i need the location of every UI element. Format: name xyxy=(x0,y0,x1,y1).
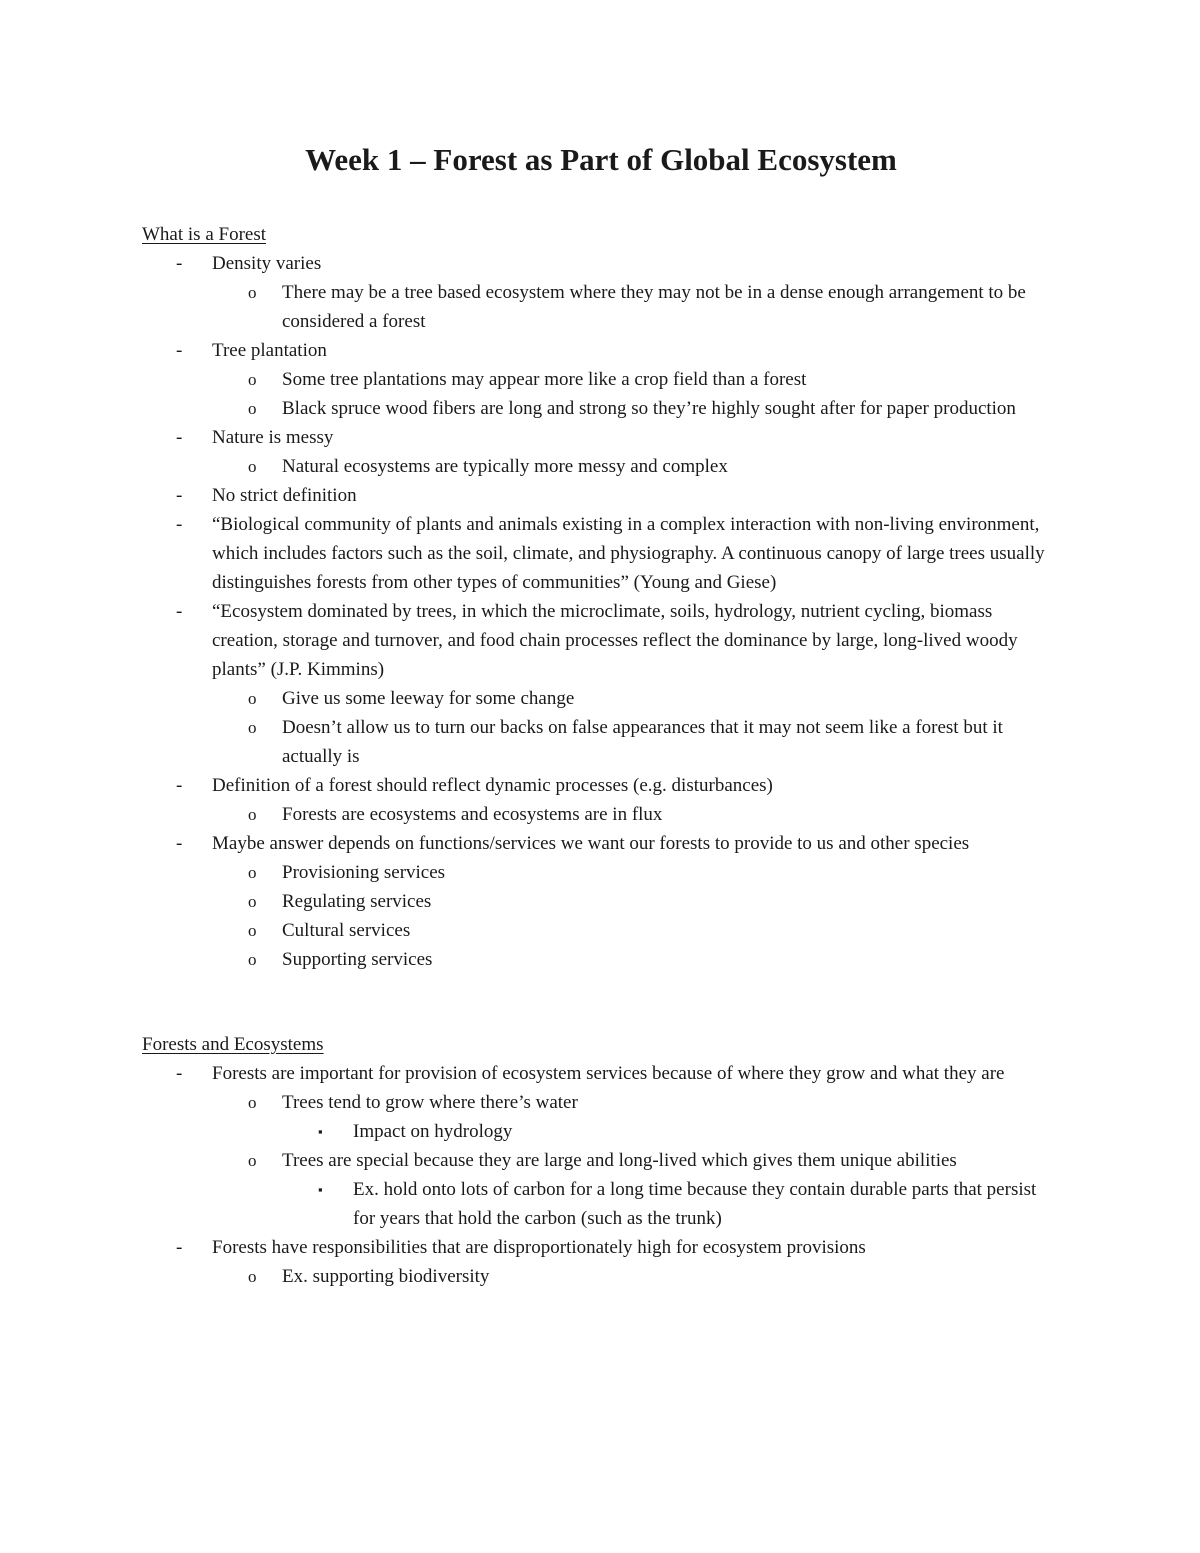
dash-bullet-icon: - xyxy=(176,485,183,506)
list-item-text: Doesn’t allow us to turn our backs on false appearances that it may not seem like a forest but it actually is xyxy=(282,717,1003,767)
list-item-text: Give us some leeway for some change xyxy=(282,688,575,709)
dash-bullet-icon: - xyxy=(176,1063,183,1084)
outline-list-level-2 xyxy=(212,1088,1060,1233)
list-item xyxy=(142,713,1060,771)
circle-bullet-icon: o xyxy=(248,283,257,302)
outline-list-level-2 xyxy=(212,1262,1060,1291)
section-heading: What is a Forest xyxy=(142,224,267,245)
list-item-text: Supporting services xyxy=(282,949,433,970)
page-title: Week 1 – Forest as Part of Global Ecosystem xyxy=(305,142,897,177)
section xyxy=(142,220,1060,974)
list-item-text: Natural ecosystems are typically more messy and complex xyxy=(282,456,728,477)
list-item-text: Tree plantation xyxy=(212,340,327,361)
circle-bullet-icon: o xyxy=(248,399,257,418)
list-item xyxy=(142,1262,1060,1291)
list-item xyxy=(142,510,1060,597)
outline-list-level-1 xyxy=(142,1059,1060,1291)
section xyxy=(142,1030,1060,1291)
outline-list-level-3 xyxy=(282,1117,1060,1146)
list-item xyxy=(142,800,1060,829)
list-item xyxy=(142,597,1060,771)
list-item xyxy=(142,336,1060,423)
list-item xyxy=(142,858,1060,887)
list-item xyxy=(142,423,1060,481)
document-body xyxy=(142,220,1060,1291)
list-item xyxy=(142,278,1060,336)
list-item-text: Density varies xyxy=(212,253,322,274)
outline-list-level-2 xyxy=(212,365,1060,423)
list-item-text: Maybe answer depends on functions/services we want our forests to provide to us and other species xyxy=(212,833,970,854)
list-item xyxy=(142,829,1060,974)
list-item xyxy=(142,249,1060,336)
list-item xyxy=(142,1088,1060,1146)
list-item-text: Some tree plantations may appear more like a crop field than a forest xyxy=(282,369,807,390)
circle-bullet-icon: o xyxy=(248,921,257,940)
circle-bullet-icon: o xyxy=(248,689,257,708)
list-item xyxy=(142,684,1060,713)
list-item xyxy=(142,916,1060,945)
list-item-text: Forests are ecosystems and ecosystems are in flux xyxy=(282,804,663,825)
dash-bullet-icon: - xyxy=(176,253,183,274)
list-item xyxy=(142,481,1060,510)
list-item-text: Cultural services xyxy=(282,920,411,941)
list-item xyxy=(142,394,1060,423)
dash-bullet-icon: - xyxy=(176,1237,183,1258)
list-item xyxy=(142,1146,1060,1233)
circle-bullet-icon: o xyxy=(248,370,257,389)
list-item-text: Nature is messy xyxy=(212,427,334,448)
circle-bullet-icon: o xyxy=(248,1151,257,1170)
list-item xyxy=(142,1233,1060,1291)
dash-bullet-icon: - xyxy=(176,601,183,622)
square-bullet-icon: ▪ xyxy=(318,1182,323,1197)
section-heading: Forests and Ecosystems xyxy=(142,1034,324,1055)
list-item-text: Regulating services xyxy=(282,891,432,912)
circle-bullet-icon: o xyxy=(248,892,257,911)
list-item-text: Impact on hydrology xyxy=(353,1121,513,1142)
list-item-text: Ex. hold onto lots of carbon for a long time because they contain durable parts that persist for years that hold the carbon (such as the trunk) xyxy=(353,1179,1037,1229)
list-item-text: “Biological community of plants and animals existing in a complex interaction with non-living environment, which includes factors such as the soil, climate, and physiography. A continuous canopy of large trees usually distinguishes forests from other types of communities” (Young and Giese) xyxy=(212,514,1045,593)
dash-bullet-icon: - xyxy=(176,833,183,854)
outline-list-level-2 xyxy=(212,684,1060,771)
circle-bullet-icon: o xyxy=(248,863,257,882)
outline-list-level-2 xyxy=(212,452,1060,481)
list-item-text: Black spruce wood fibers are long and strong so they’re highly sought after for paper production xyxy=(282,398,1016,419)
list-item-text: Forests are important for provision of ecosystem services because of where they grow and what they are xyxy=(212,1063,1005,1084)
dash-bullet-icon: - xyxy=(176,514,183,535)
list-item xyxy=(142,887,1060,916)
list-item xyxy=(142,1059,1060,1233)
list-item xyxy=(142,1117,1060,1146)
dash-bullet-icon: - xyxy=(176,775,183,796)
dash-bullet-icon: - xyxy=(176,427,183,448)
list-item-text: “Ecosystem dominated by trees, in which the microclimate, soils, hydrology, nutrient cycling, biomass creation, storage and turnover, and food chain processes reflect the dominance by large, long-lived woody plants” (J.P. Kimmins) xyxy=(212,601,1018,680)
list-item-text: Trees are special because they are large and long-lived which gives them unique abilities xyxy=(282,1150,957,1171)
list-item xyxy=(142,945,1060,974)
list-item xyxy=(142,771,1060,829)
list-item-text: No strict definition xyxy=(212,485,357,506)
outline-list-level-2 xyxy=(212,858,1060,974)
list-item-text: Provisioning services xyxy=(282,862,446,883)
list-item xyxy=(142,452,1060,481)
list-item-text: Forests have responsibilities that are disproportionately high for ecosystem provisions xyxy=(212,1237,866,1258)
list-item-text: Trees tend to grow where there’s water xyxy=(282,1092,578,1113)
circle-bullet-icon: o xyxy=(248,1093,257,1112)
square-bullet-icon: ▪ xyxy=(318,1124,323,1139)
circle-bullet-icon: o xyxy=(248,718,257,737)
outline-list-level-3 xyxy=(282,1175,1060,1233)
list-item xyxy=(142,1175,1060,1233)
dash-bullet-icon: - xyxy=(176,340,183,361)
circle-bullet-icon: o xyxy=(248,950,257,969)
list-item-text: Ex. supporting biodiversity xyxy=(282,1266,490,1287)
circle-bullet-icon: o xyxy=(248,457,257,476)
list-item-text: There may be a tree based ecosystem where they may not be in a dense enough arrangement to be considered a forest xyxy=(282,282,1026,332)
list-item-text: Definition of a forest should reflect dynamic processes (e.g. disturbances) xyxy=(212,775,773,796)
outline-list-level-2 xyxy=(212,278,1060,336)
circle-bullet-icon: o xyxy=(248,1267,257,1286)
outline-list-level-2 xyxy=(212,800,1060,829)
circle-bullet-icon: o xyxy=(248,805,257,824)
outline-list-level-1 xyxy=(142,249,1060,974)
list-item xyxy=(142,365,1060,394)
